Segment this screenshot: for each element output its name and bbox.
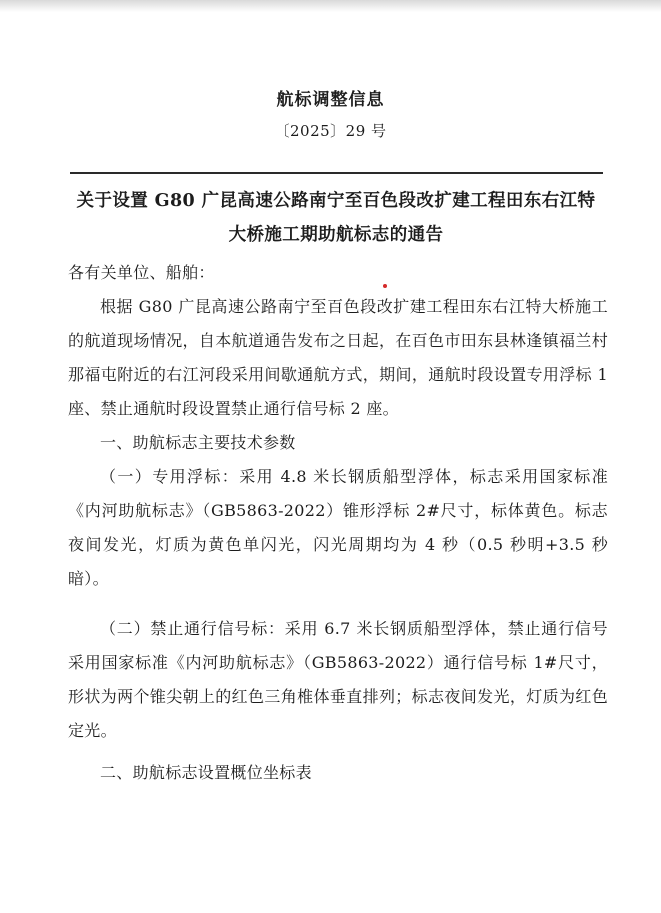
paragraph-special-buoy: （一）专用浮标：采用 4.8 米长钢质船型浮体，标志采用国家标准《内河助航标志》（GB5863-2022）锥形浮标 2#尺寸，标体黄色。标志夜间发光，灯质为黄色单闪光，闪光周期均为 4 秒（0.5 秒明+3.5 秒暗）。 <box>68 467 608 588</box>
scan-edge-shadow <box>0 0 661 12</box>
document-title: 航标调整信息 <box>276 90 385 110</box>
red-mark <box>383 284 387 288</box>
header-divider <box>70 172 603 174</box>
section-heading-1: 一、助航标志主要技术参数 <box>100 433 296 452</box>
paragraph-intro: 根据 G80 广昆高速公路南宁至百色段改扩建工程田东右江特大桥施工的航道现场情况，自本航道通告发布之日起，在百色市田东县林逢镇福兰村那福屯附近的右江河段采用间歇通航方式，期间，通航时段设置专用浮标 1 座、禁止通航时段设置禁止通行信号标 2 座。 <box>68 297 608 418</box>
paragraph-no-passage-signal: （二）禁止通行信号标：采用 6.7 米长钢质船型浮体，禁止通行信号采用国家标准《内河助航标志》（GB5863-2022）通行信号标 1#尺寸，形状为两个锥尖朝上的红色三角椎体垂直排列；标志夜间发光，灯质为红色定光。 <box>68 619 608 740</box>
section-heading-2: 二、助航标志设置概位坐标表 <box>100 763 312 782</box>
notice-title: 关于设置 G80 广昆高速公路南宁至百色段改扩建工程田东右江特大桥施工期助航标志的通告 <box>76 191 596 245</box>
document-number: 〔2025〕29 号 <box>274 122 387 140</box>
addressee: 各有关单位、船舶： <box>68 263 215 282</box>
